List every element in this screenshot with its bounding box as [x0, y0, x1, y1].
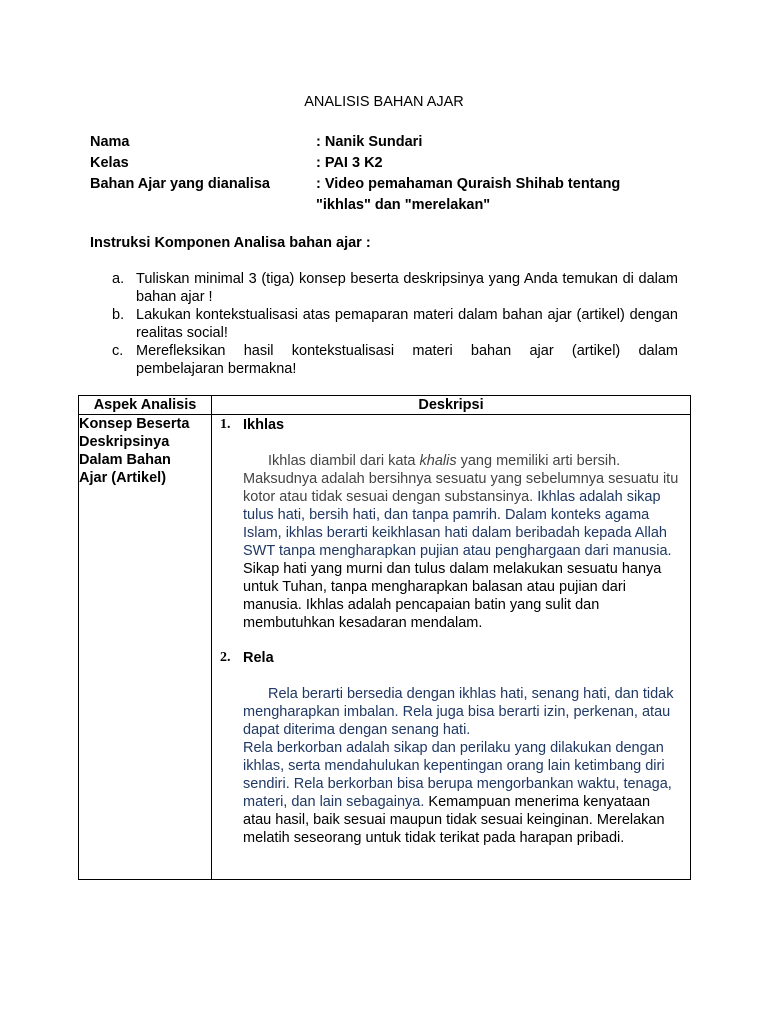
section-ikhlas: [220, 417, 690, 433]
ikhlas-italic-term: khalis: [419, 453, 457, 469]
section-rela: [220, 650, 690, 666]
instruction-item-c: [112, 342, 678, 378]
document-title: ANALISIS BAHAN AJAR: [304, 94, 464, 110]
section-number: 2.: [220, 650, 231, 665]
name-value: : Nanik Sundari: [316, 134, 423, 150]
ikhlas-paragraph: [243, 452, 682, 632]
class-value: : PAI 3 K2: [316, 155, 383, 171]
section-number: 1.: [220, 417, 231, 432]
ikhlas-text-gray: Ikhlas diambil dari kata: [268, 453, 420, 469]
instructions-heading: Instruksi Komponen Analisa bahan ajar :: [90, 235, 371, 251]
instruction-text: Tuliskan minimal 3 (tiga) konsep beserta deskripsinya yang Anda temukan di dalam bahan ajar !: [136, 271, 678, 305]
aspect-line: Konsep Beserta: [79, 416, 190, 432]
ikhlas-text-black: Sikap hati yang murni dan tulus dalam melakukan sesuatu hanya untuk Tuhan, tanpa mengharapkan balasan atau pujian dari manusia. Ikhlas adalah pencapaian batin yang sulit dan membutuhkan kesadaran mendalam.: [243, 561, 662, 631]
analysis-table: [78, 395, 691, 880]
rela-text-blue: Rela berarti bersedia dengan ikhlas hati, senang hati, dan tidak mengharapkan imbalan. Rela juga bisa berarti izin, perkenan, atau dapat diterima dengan senang hati.: [243, 686, 674, 738]
column-header-aspect: Aspek Analisis: [79, 396, 212, 415]
table-header-row: [79, 396, 691, 415]
instruction-marker: c.: [112, 343, 124, 359]
material-label: Bahan Ajar yang dianalisa: [90, 176, 270, 192]
ikhlas-text-gray-2: yang memiliki arti bersih. Maksudnya adalah bersihnya sesuatu yang sebelumnya sesuatu itu kotor atau tidak sesuai dengan substansinya.: [243, 453, 679, 505]
aspect-cell: [79, 415, 212, 880]
instruction-text-line2: pembelajaran bermakna!: [136, 361, 297, 377]
instruction-item-a: [112, 270, 678, 306]
name-label: Nama: [90, 134, 130, 150]
rela-paragraph-1: [243, 685, 682, 739]
aspect-line: Dalam Bahan: [79, 452, 171, 468]
rela-text-black: Kemampuan menerima kenyataan atau hasil, baik sesuai maupun tidak sesuai keinginan. Merelakan melatih seseorang untuk tidak terikat pada harapan pribadi.: [243, 794, 665, 846]
instruction-marker: b.: [112, 307, 125, 323]
instruction-text-line1: Merefleksikan hasil kontekstualisasi materi bahan ajar (artikel) dalam: [136, 343, 678, 359]
aspect-line: Deskripsinya: [79, 434, 170, 450]
section-title: Rela: [243, 650, 274, 666]
description-cell: [212, 415, 691, 880]
instruction-item-b: [112, 306, 678, 342]
column-header-description: Deskripsi: [212, 396, 691, 415]
section-title: Ikhlas: [243, 417, 285, 433]
aspect-line: Ajar (Artikel): [79, 470, 167, 486]
instruction-marker: a.: [112, 271, 125, 287]
class-label: Kelas: [90, 155, 129, 171]
instruction-text: Lakukan kontekstualisasi atas pemaparan materi dalam bahan ajar (artikel) dengan realitas social!: [136, 307, 678, 341]
ikhlas-text-blue: Ikhlas adalah sikap tulus hati, bersih hati, dan tanpa pamrih. Dalam konteks agama Islam, ikhlas berarti keikhlasan hati dalam beribadah kepada Allah SWT tanpa mengharapkan pujian atau penghargaan dari manusia.: [243, 489, 672, 559]
material-value-line2: "ikhlas" dan "merelakan": [316, 197, 491, 213]
rela-text-blue-2: Rela berkorban adalah sikap dan perilaku yang dilakukan dengan ikhlas, serta mendahulukan kepentingan orang lain ketimbang diri sendiri. Rela berkorban bisa berupa mengorbankan waktu, tenaga, materi, dan lain sebagainya.: [243, 740, 672, 810]
rela-paragraph-2: [243, 739, 682, 847]
table-row: [79, 415, 691, 880]
material-value-line1: : Video pemahaman Quraish Shihab tentang: [316, 176, 621, 192]
